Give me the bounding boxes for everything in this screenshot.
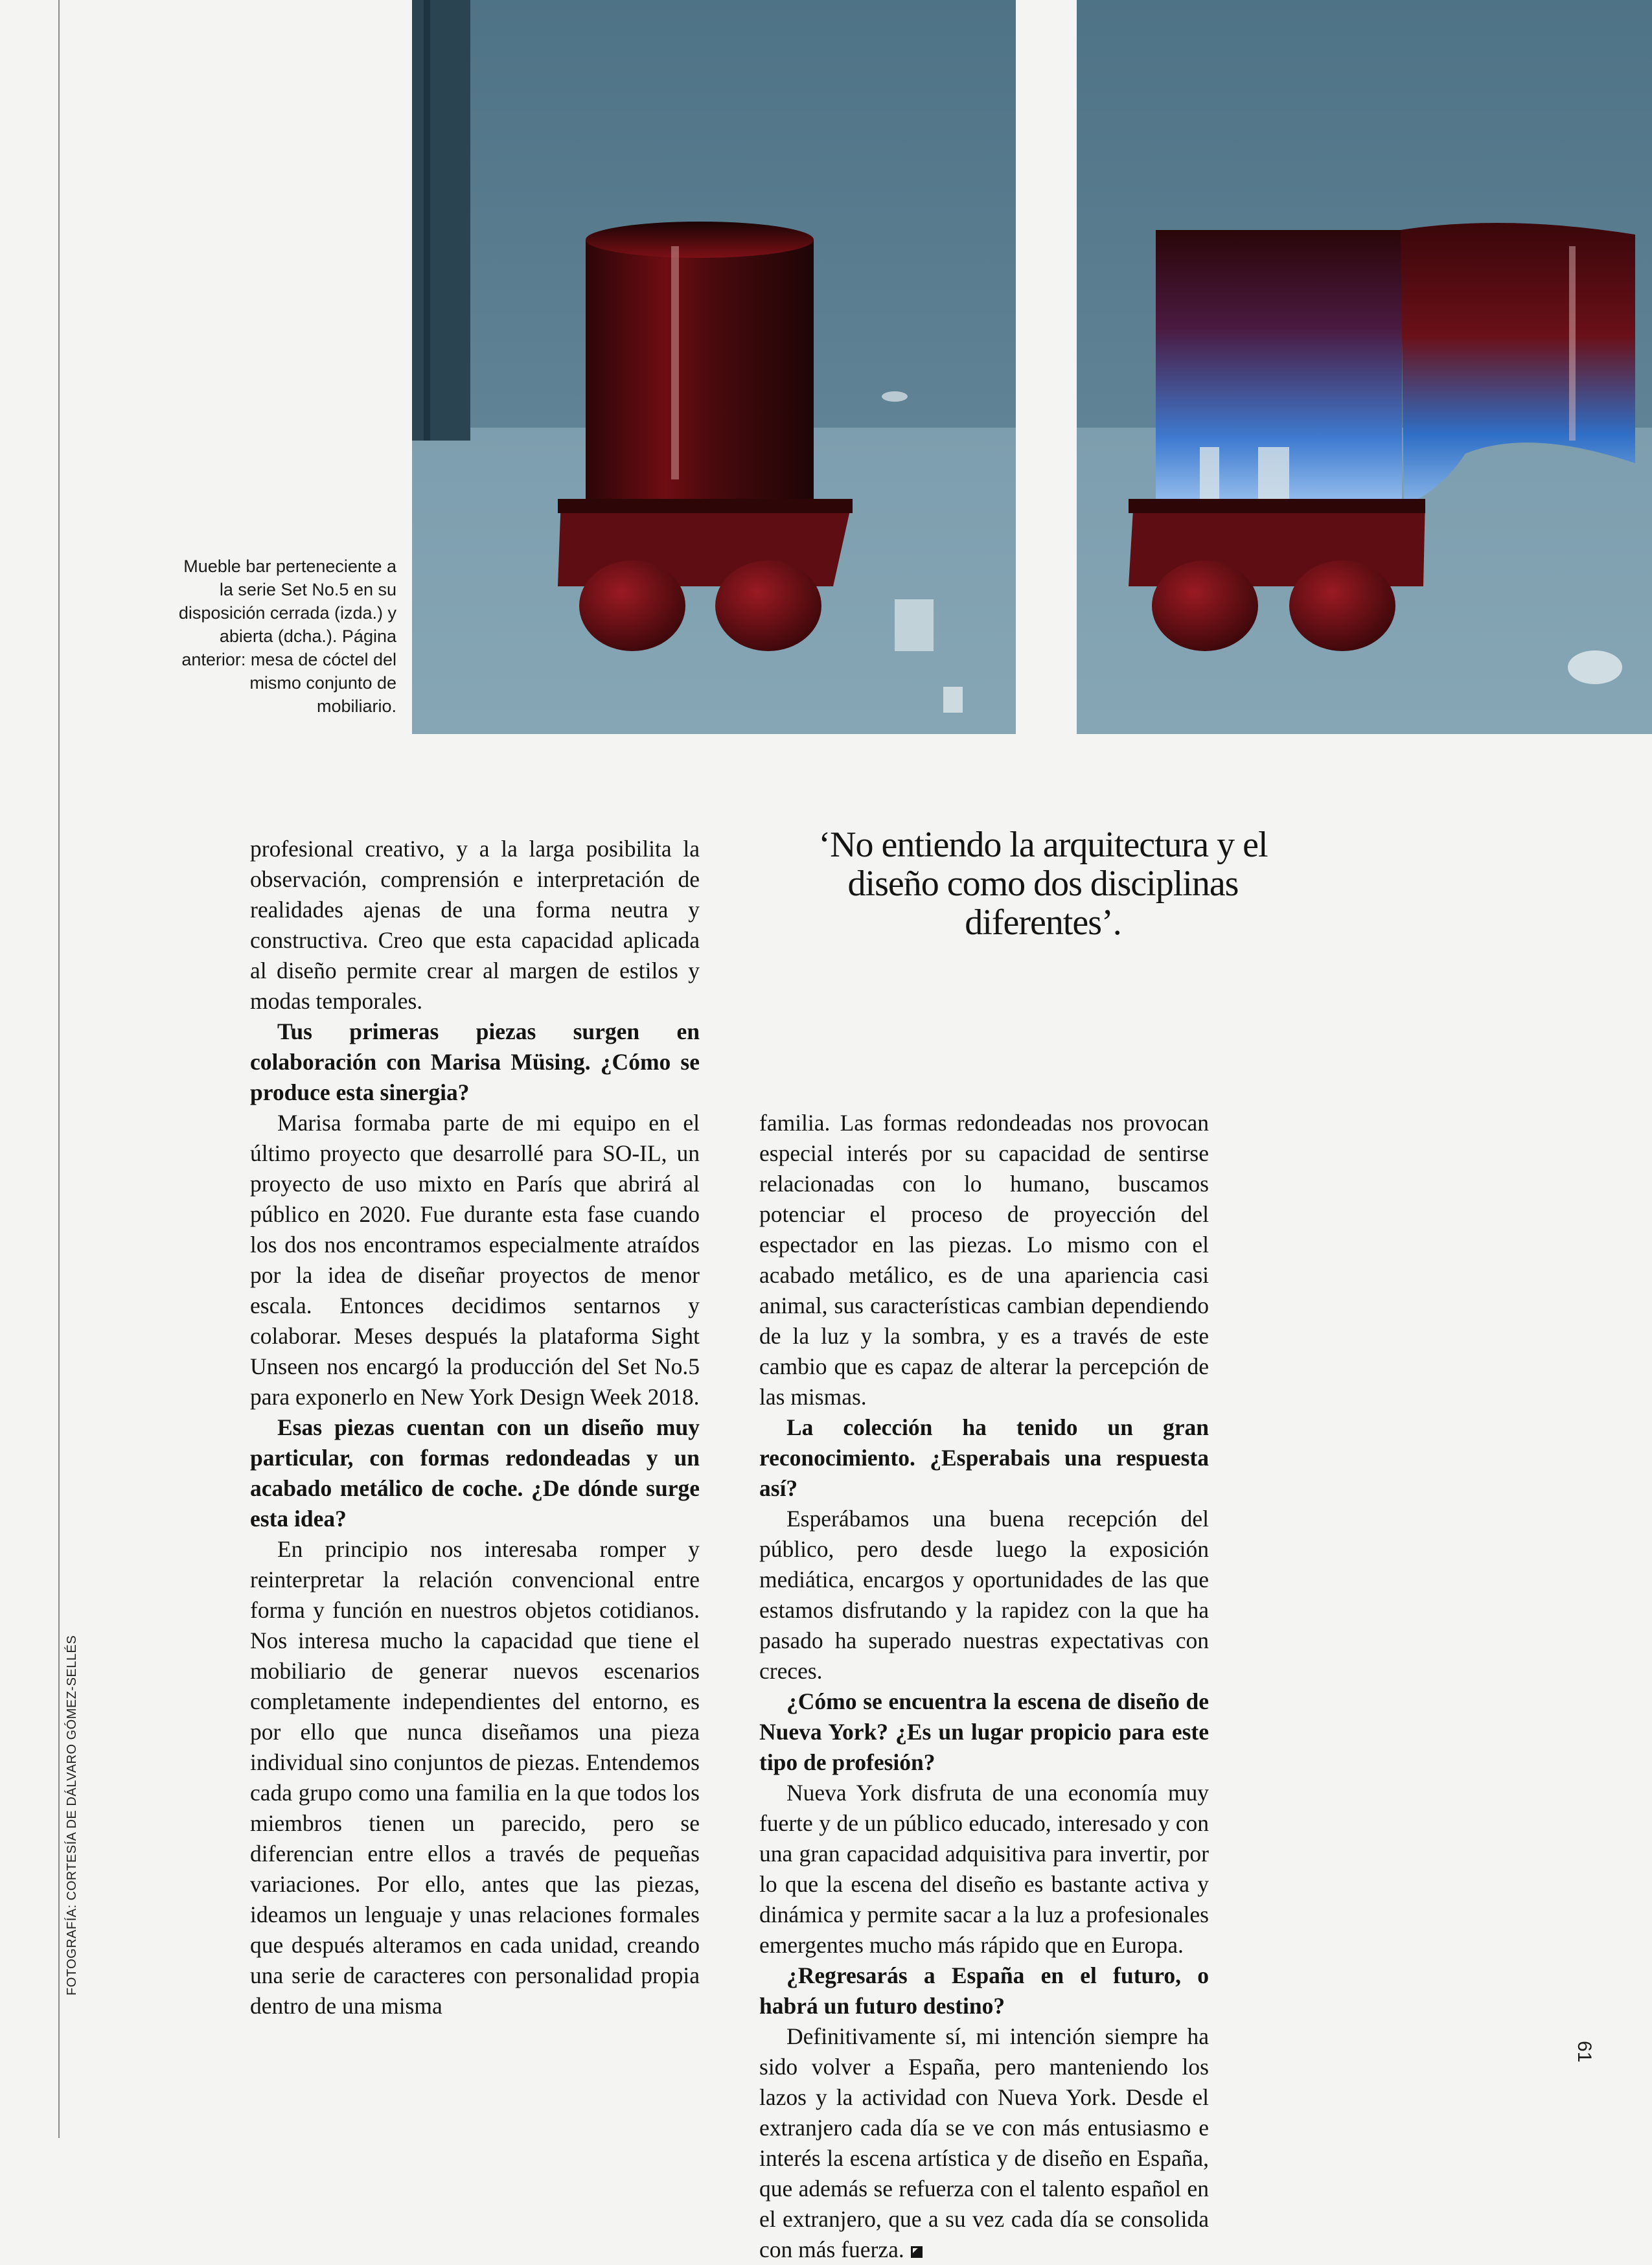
pull-quote: ‘No entiendo la arquitectura y el diseño como dos disciplinas diferentes’.: [818, 825, 1268, 943]
paragraph: Nueva York disfruta de una economía muy fuerte y de un público educado, interesado y con una gran capacidad adquisitiva para invertir, por lo que la escena del diseño es bastante activa y dinámica y permite sacar a la luz a profesionales emergentes mucho más rápido que en Europa.: [759, 1780, 1209, 1958]
interview-question: ¿Cómo se encuentra la escena de diseño de Nueva York? ¿Es un lugar propicio para este tipo de profesión?: [759, 1688, 1209, 1775]
interview-question: La colección ha tenido un gran reconocimiento. ¿Esperabais una respuesta así?: [759, 1414, 1209, 1501]
photo-credit: FOTOGRAFÍA: CORTESÍA DE DÁLVARO GÓMEZ-SELLÉS: [65, 1635, 79, 1995]
interview-question: Tus primeras piezas surgen en colaboración con Marisa Müsing. ¿Cómo se produce esta sinergia?: [250, 1018, 700, 1105]
paragraph: profesional creativo, y a la larga posibilita la observación, comprensión e interpretación de realidades ajenas de una forma neutra y constructiva. Creo que esta capacidad aplicada al diseño permite crear al margen de estilos y modas temporales.: [250, 836, 700, 1014]
article-column-left: [250, 834, 700, 2021]
paragraph: Marisa formaba parte de mi equipo en el último proyecto que desarrollé para SO-IL, un proyecto de uso mixto en París que abrirá al público en 2020. Fue durante esta fase cuando los dos nos encontramos especialmente atraídos por la idea de diseñar proyectos de menor escala. Entonces decidimos sentarnos y colaborar. Meses después la plataforma Sight Unseen nos encargó la producción del Set No.5 para exponerlo en New York Design Week 2018.: [250, 1110, 700, 1410]
photo-bar-closed: [412, 0, 1016, 734]
photo-bar-open: [1077, 0, 1652, 734]
margin-rule: [58, 0, 60, 2138]
end-of-article-icon: [911, 2246, 923, 2258]
paragraph: En principio nos interesaba romper y reinterpretar la relación convencional entre forma y función en nuestros objetos cotidianos. Nos interesa mucho la capacidad que tiene el mobiliario de generar nuevos escenarios completamente independientes del entorno, es por ello que nunca diseñamos una pieza individual sino conjuntos de piezas. Entendemos cada grupo como una familia en la que todos los miembros tienen un parecido, pero se diferencian entre ellos a través de pequeñas variaciones. Por ello, antes que las piezas, ideamos un lenguaje y unas relaciones formales que después alteramos en cada unidad, creando una serie de caracteres con personalidad propia dentro de una misma: [250, 1536, 700, 2019]
interview-question: ¿Regresarás a España en el futuro, o habrá un futuro destino?: [759, 1962, 1209, 2019]
article-column-right: [759, 1108, 1209, 2265]
paragraph: Esperábamos una buena recepción del público, pero desde luego la exposición mediática, encargos y oportunidades de las que estamos disfrutando y la rapidez con la que ha pasado ha superado nuestras expectativas con creces.: [759, 1506, 1209, 1684]
interview-question: Esas piezas cuentan con un diseño muy particular, con formas redondeadas y un acabado metálico de coche. ¿De dónde surge esta idea?: [250, 1414, 700, 1532]
paragraph: familia. Las formas redondeadas nos provocan especial interés por su capacidad de sentirse relacionadas con lo humano, buscamos potenciar el proceso de proyección del espectador en las piezas. Lo mismo con el acabado metálico, es de una apariencia casi animal, sus características cambian dependiendo de la luz y la sombra, y es a través de este cambio que es capaz de alterar la percepción de las mismas.: [759, 1110, 1209, 1410]
photo-caption: Mueble bar perteneciente a la serie Set No.5 en su disposición cerrada (izda.) y abierta (dcha.). Página anterior: mesa de cóctel del mismo conjunto de mobiliario.: [178, 557, 396, 716]
page-number: 61: [1574, 2041, 1595, 2063]
paragraph-final: [759, 2021, 1209, 2265]
final-paragraph-text: Definitivamente sí, mi intención siempre ha sido volver a España, pero manteniendo los lazos y la actividad con Nueva York. Desde el extranjero cada día se ve con más entusiasmo e interés la escena artística y de diseño en España, que además se refuerza con el talento español en el extranjero, que a su vez cada día se consolida con más fuerza.: [759, 2023, 1209, 2262]
